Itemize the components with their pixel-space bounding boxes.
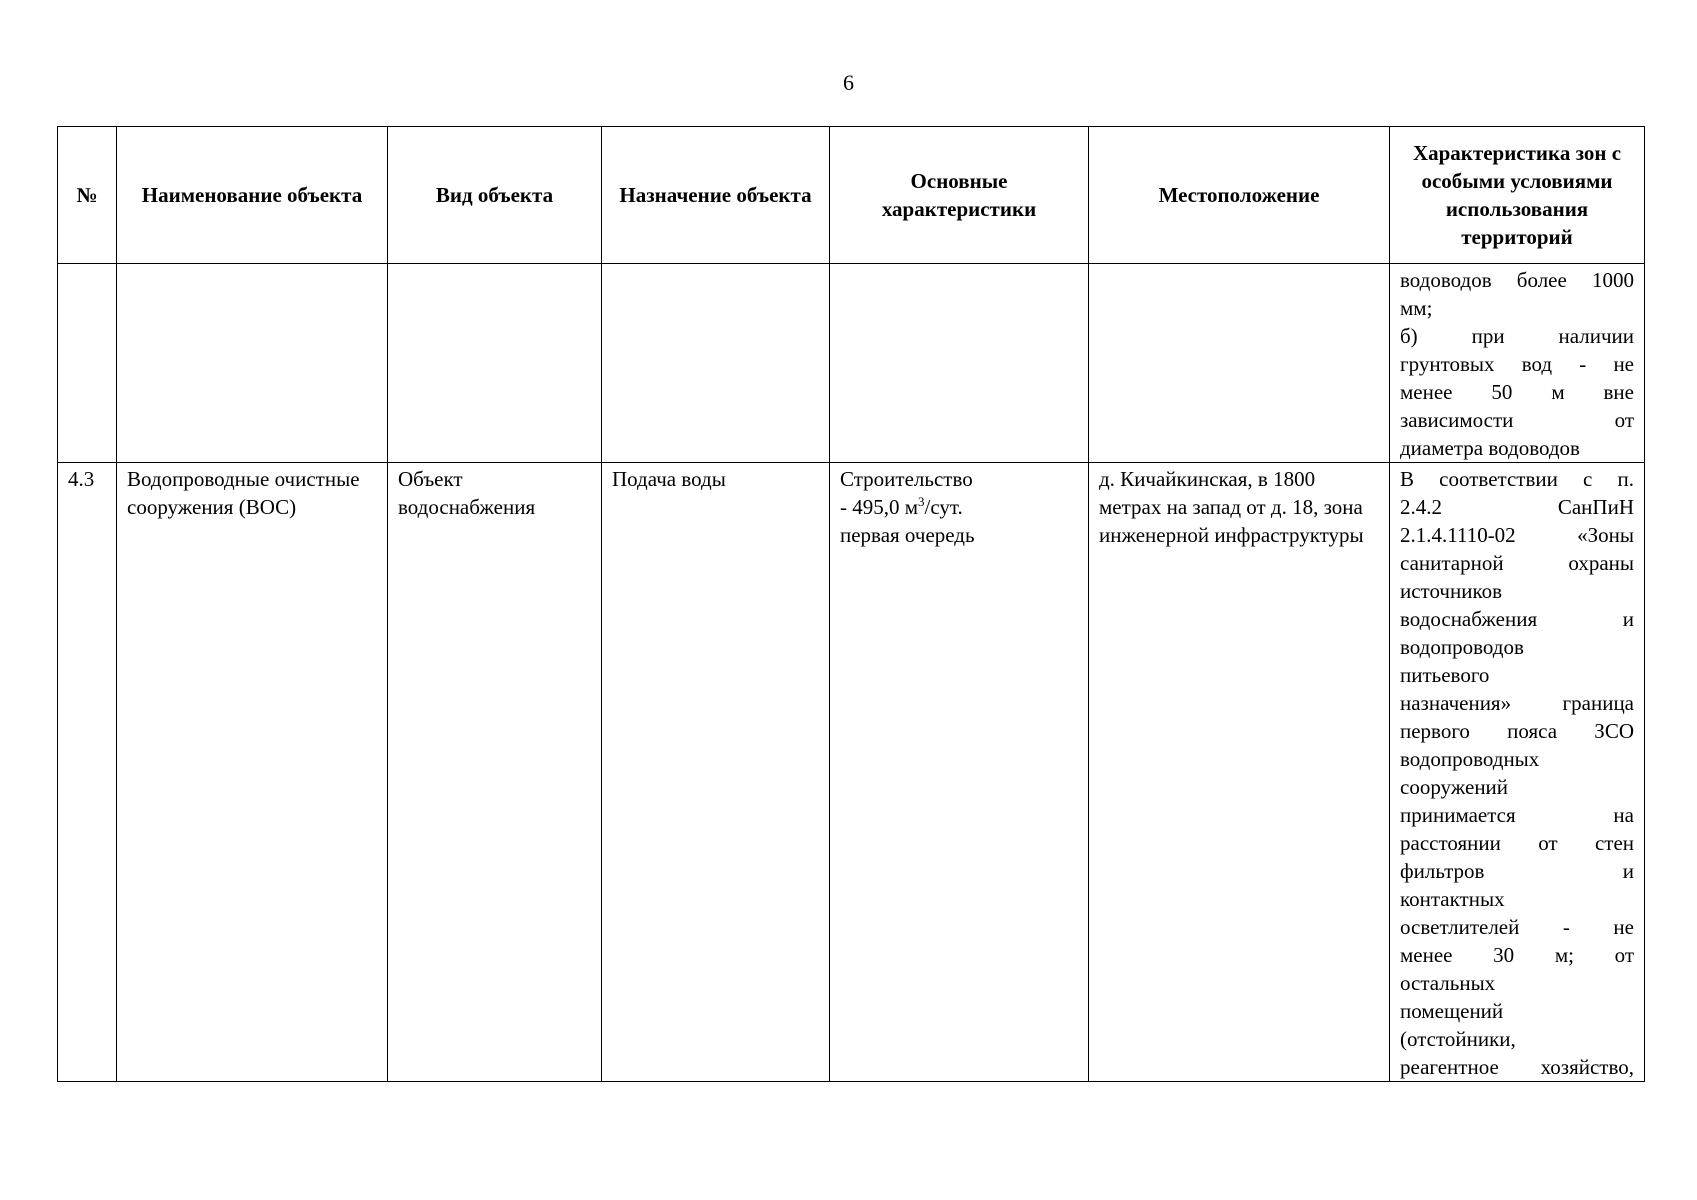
page-number: 6: [843, 70, 854, 95]
cell-location: д. Кичайкинская, в 1800 метрах на запад от д. 18, зона инженерной инфраструктуры: [1089, 463, 1390, 1082]
characteristics-line: Строительство: [840, 467, 973, 491]
zones-line: водопроводных: [1400, 747, 1540, 771]
zones-line: б) при наличии: [1400, 324, 1634, 348]
cell-characteristics: [830, 463, 1089, 1082]
header-type: Вид объекта: [388, 127, 602, 264]
header-name: Наименование объекта: [117, 127, 388, 264]
cell-zones: [1390, 264, 1645, 463]
zones-line: менее 50 м вне: [1400, 380, 1634, 404]
zones-line: грунтовых вод - не: [1400, 352, 1634, 376]
zones-line: водоводов более 1000: [1400, 268, 1634, 292]
zones-line: зависимости от: [1400, 408, 1634, 432]
zones-line: фильтров и: [1400, 859, 1634, 883]
table-header-row: [58, 127, 1645, 264]
cell-num: [58, 264, 117, 463]
cell-purpose: Подача воды: [602, 463, 830, 1082]
zones-line: осветлителей - не: [1400, 915, 1634, 939]
zones-line: принимается на: [1400, 803, 1634, 827]
zones-line: диаметра водоводов: [1400, 436, 1580, 460]
zones-line: сооружений: [1400, 775, 1509, 799]
objects-table: [57, 126, 1645, 1082]
cell-type: [388, 264, 602, 463]
zones-line: реагентное хозяйство,: [1400, 1055, 1634, 1079]
zones-line: (отстойники,: [1400, 1027, 1516, 1051]
header-characteristics: Основные характеристики: [830, 127, 1089, 264]
zones-line: 2.4.2 СанПиН: [1400, 495, 1634, 519]
zones-line: назначения» граница: [1400, 691, 1634, 715]
capacity-unit: /сут.: [924, 495, 963, 519]
header-purpose: Назначение объекта: [602, 127, 830, 264]
zones-line: мм;: [1400, 296, 1433, 320]
characteristics-line: первая очередь: [840, 523, 975, 547]
zones-line: помещений: [1400, 999, 1504, 1023]
zones-line: санитарной охраны: [1400, 551, 1634, 575]
zones-line: водоснабжения и: [1400, 607, 1634, 631]
cell-name: [117, 264, 388, 463]
zones-line: расстоянии от стен: [1400, 831, 1634, 855]
zones-line: 2.1.4.1110-02 «Зоны: [1400, 523, 1634, 547]
zones-line: водопроводов: [1400, 635, 1524, 659]
zones-line: источников: [1400, 579, 1503, 603]
cell-type: Объект водоснабжения: [388, 463, 602, 1082]
zones-line: В соответствии с п.: [1400, 467, 1634, 491]
header-location: Местоположение: [1089, 127, 1390, 264]
zones-line: контактных: [1400, 887, 1505, 911]
cell-num: 4.3: [58, 463, 117, 1082]
table-row-4-3: [58, 463, 1645, 1082]
header-zones: Характеристика зон с особыми условиями использования территорий: [1390, 127, 1645, 264]
cell-zones: [1390, 463, 1645, 1082]
cell-name: Водопроводные очистные сооружения (ВОС): [117, 463, 388, 1082]
capacity-value: - 495,0 м: [840, 495, 919, 519]
zones-line: питьевого: [1400, 663, 1490, 687]
zones-line: первого пояса ЗСО: [1400, 719, 1634, 743]
zones-line: менее 30 м; от: [1400, 943, 1634, 967]
cell-characteristics: [830, 264, 1089, 463]
header-num: №: [58, 127, 117, 264]
zones-line: остальных: [1400, 971, 1496, 995]
table-row-continuation: [58, 264, 1645, 463]
cell-location: [1089, 264, 1390, 463]
cell-purpose: [602, 264, 830, 463]
characteristics-capacity: [840, 493, 1078, 521]
capacity-superscript: 3: [918, 494, 925, 509]
